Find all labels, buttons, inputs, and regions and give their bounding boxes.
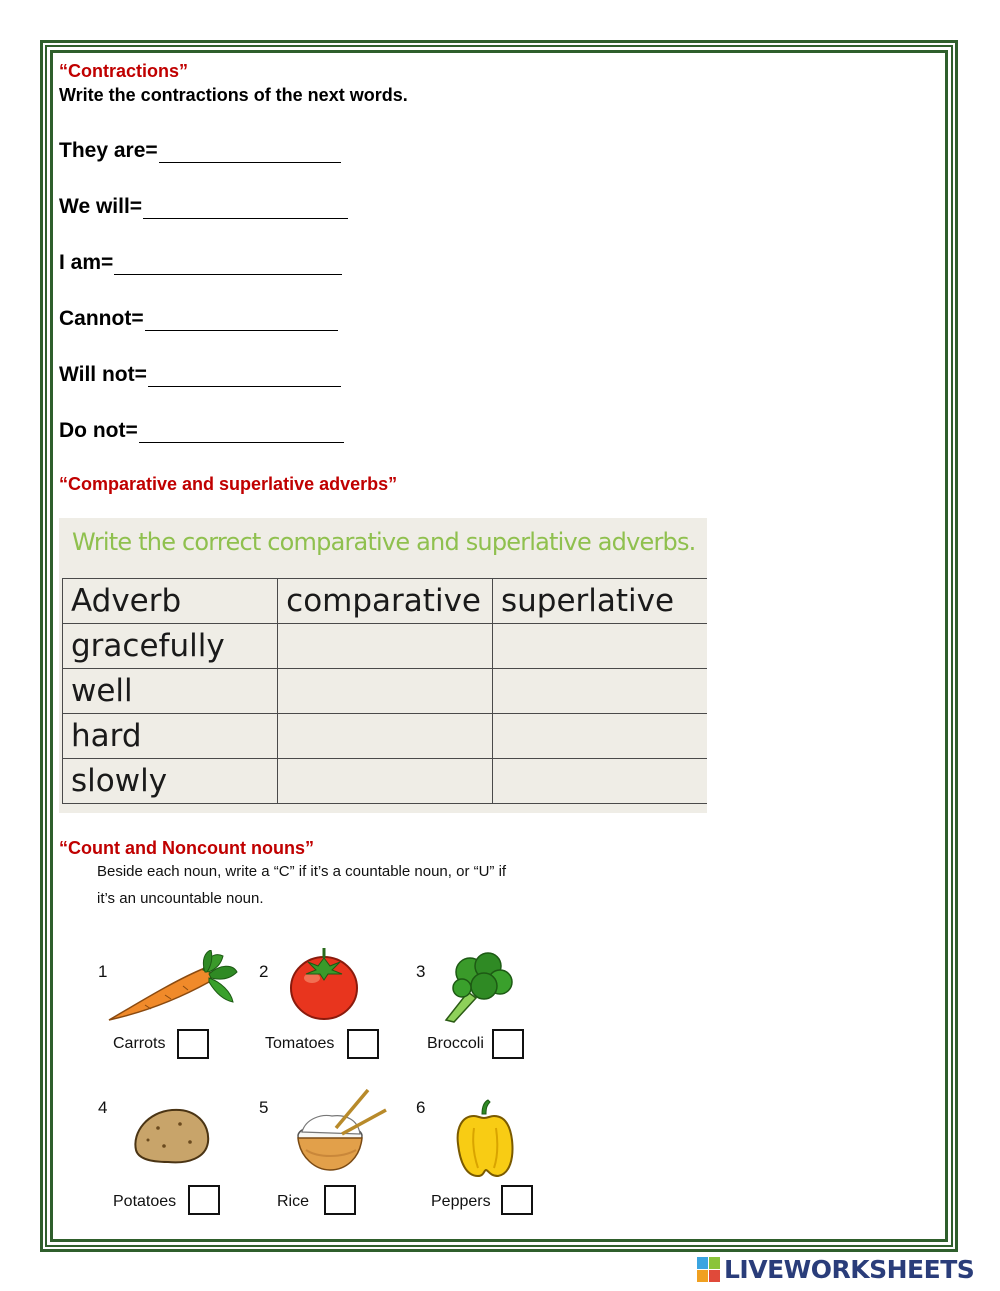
contraction-label: Will not= [59, 363, 147, 386]
contraction-item [59, 195, 348, 219]
contraction-item [59, 307, 338, 331]
superlative-answer-cell[interactable] [493, 714, 708, 759]
contraction-item [59, 139, 341, 163]
noun-label: Carrots [113, 1035, 166, 1052]
comparative-answer-cell[interactable] [278, 714, 493, 759]
noun-answer-box[interactable] [492, 1029, 524, 1059]
contraction-item [59, 251, 342, 275]
adverb-cell: well [63, 669, 278, 714]
table-row [63, 624, 708, 669]
carrot-icon [105, 950, 240, 1025]
noun-label: Rice [277, 1193, 310, 1210]
noun-number: 5 [259, 1098, 269, 1117]
contraction-answer-blank[interactable] [159, 144, 341, 163]
noun-number: 3 [416, 962, 426, 981]
adverb-cell: gracefully [63, 624, 278, 669]
noun-number: 4 [98, 1098, 108, 1117]
table-row [63, 669, 708, 714]
comparative-answer-cell[interactable] [278, 759, 493, 804]
nouns-instruction-line-1: Beside each noun, write a “C” if it’s a countable noun, or “U” if [97, 863, 507, 880]
contraction-answer-blank[interactable] [145, 312, 338, 331]
comparative-answer-cell[interactable] [278, 669, 493, 714]
contraction-answer-blank[interactable] [148, 368, 341, 387]
contractions-title: “Contractions” [59, 61, 189, 81]
column-header: comparative [278, 579, 493, 624]
noun-answer-box[interactable] [324, 1185, 356, 1215]
nouns-title: “Count and Noncount nouns” [59, 838, 314, 858]
tomato-icon [288, 944, 360, 1022]
contraction-answer-blank[interactable] [143, 200, 348, 219]
contraction-item [59, 419, 344, 443]
adverbs-table [62, 578, 707, 804]
contraction-label: We will= [59, 195, 143, 218]
column-header: Adverb [63, 579, 278, 624]
adverbs-heading: Write the correct comparative and superlative adverbs. [72, 528, 696, 556]
comparative-answer-cell[interactable] [278, 624, 493, 669]
noun-label: Tomatoes [265, 1035, 335, 1052]
adverb-cell: hard [63, 714, 278, 759]
contraction-label: They are= [59, 139, 158, 162]
superlative-answer-cell[interactable] [493, 759, 708, 804]
contraction-label: Cannot= [59, 307, 144, 330]
noun-number: 2 [259, 962, 269, 981]
broccoli-icon [440, 950, 516, 1024]
contraction-label: I am= [59, 251, 114, 274]
contraction-answer-blank[interactable] [139, 424, 344, 443]
liveworksheets-logo [697, 1255, 974, 1284]
nouns-instruction-line-2: it’s an uncountable noun. [97, 890, 264, 907]
contraction-label: Do not= [59, 419, 138, 442]
pepper-icon [452, 1098, 516, 1180]
noun-label: Potatoes [113, 1193, 177, 1210]
liveworksheets-logo-icon [697, 1257, 721, 1283]
contraction-item [59, 363, 341, 387]
superlative-answer-cell[interactable] [493, 624, 708, 669]
table-row [63, 759, 708, 804]
contractions-instruction: Write the contractions of the next words. [59, 85, 408, 105]
noun-answer-box[interactable] [501, 1185, 533, 1215]
column-header: superlative [493, 579, 708, 624]
noun-number: 1 [98, 962, 108, 981]
table-row [63, 714, 708, 759]
potato-icon [130, 1106, 212, 1166]
brand-name: LIVEWORKSHEETS [724, 1255, 975, 1284]
adverbs-exercise-panel [59, 518, 707, 813]
rice-bowl-icon [292, 1088, 390, 1176]
superlative-answer-cell[interactable] [493, 669, 708, 714]
noun-answer-box[interactable] [347, 1029, 379, 1059]
noun-answer-box[interactable] [177, 1029, 209, 1059]
noun-label: Broccoli [427, 1035, 484, 1052]
noun-answer-box[interactable] [188, 1185, 220, 1215]
adverb-cell: slowly [63, 759, 278, 804]
contraction-answer-blank[interactable] [114, 256, 342, 275]
adverbs-title: “Comparative and superlative adverbs” [59, 474, 398, 494]
table-header-row [63, 579, 708, 624]
noun-label: Peppers [431, 1193, 491, 1210]
noun-number: 6 [416, 1098, 426, 1117]
